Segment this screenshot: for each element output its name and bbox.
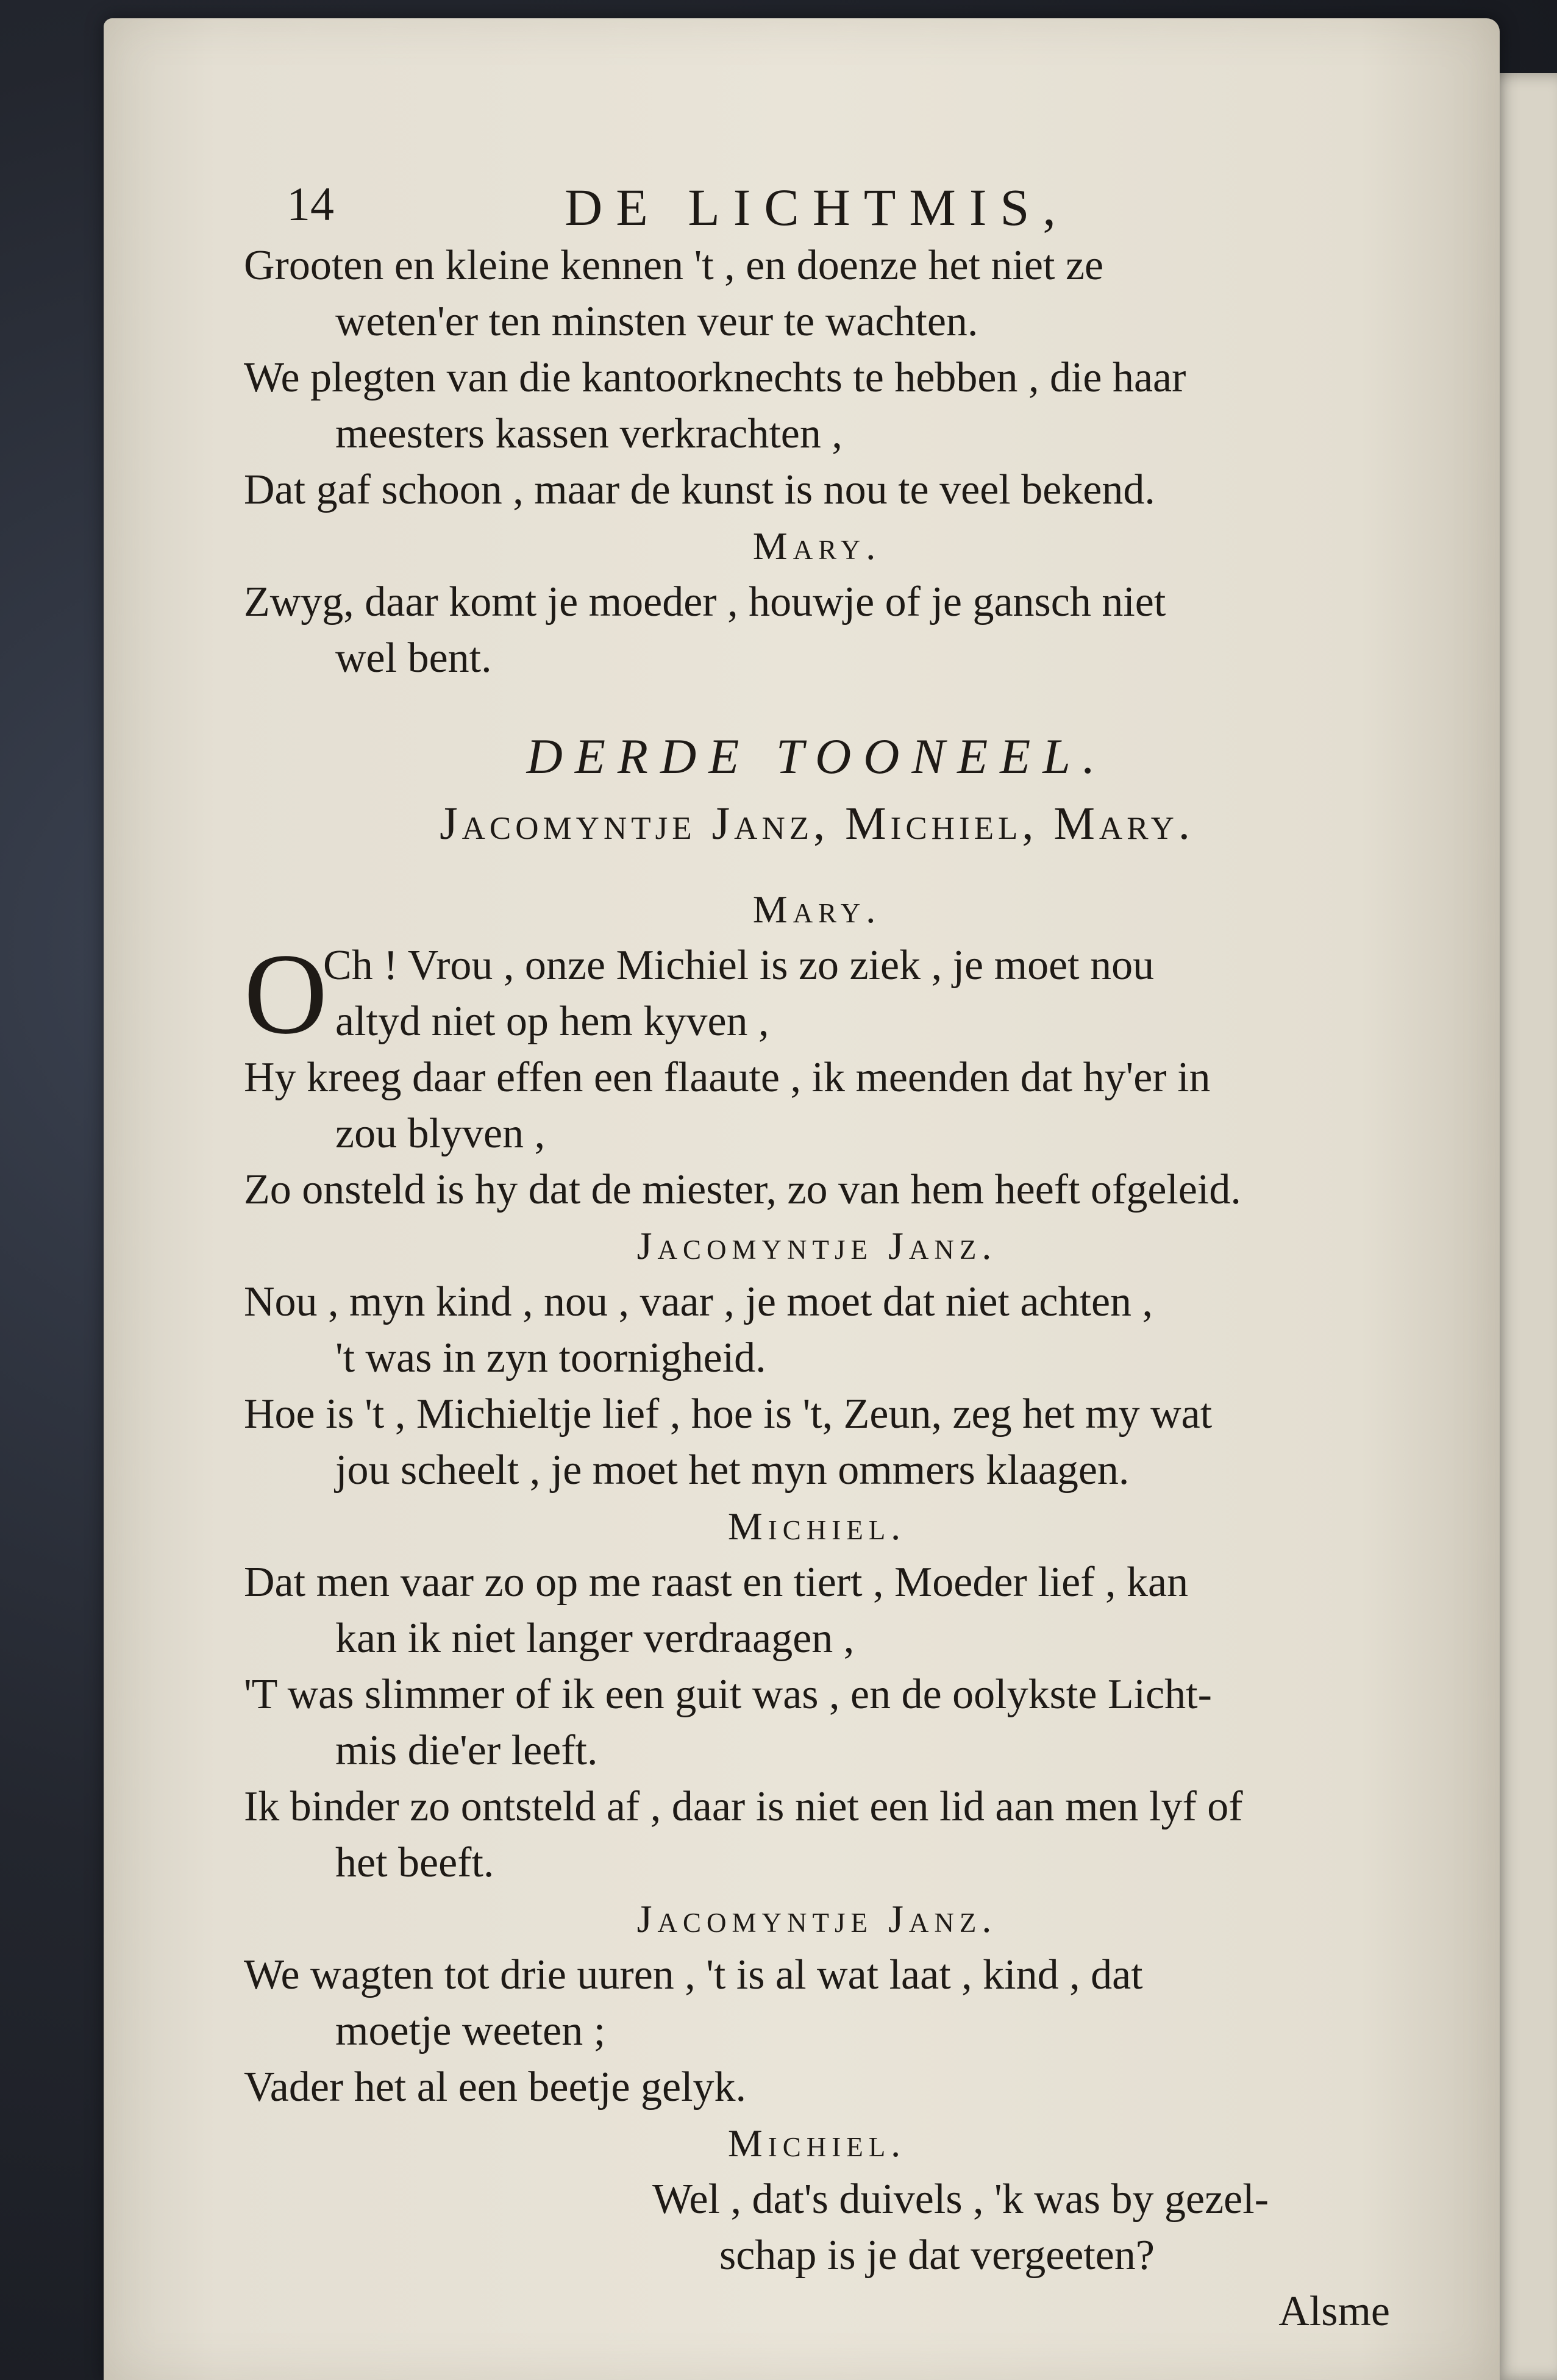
play-text	[244, 238, 1390, 2340]
text-line: Nou , myn kind , nou , vaar , je moet dat niet achten ,	[244, 1278, 1153, 1325]
text-line: Dat gaf schoon , maar de kunst is nou te veel bekend.	[244, 466, 1155, 513]
scene-title: DERDE TOONEEL.	[526, 729, 1108, 784]
speaker-name: Mary.	[752, 888, 882, 931]
text-line: Zwyg, daar komt je moeder , houwje of je gansch niet	[244, 579, 1166, 625]
speaker-name: Michiel.	[727, 2122, 907, 2165]
text-line: Wel , dat's duivels , 'k was by gezel-	[652, 2176, 1269, 2223]
text-line: Hy kreeg daar effen een flaaute , ik meenden dat hy'er in	[244, 1054, 1211, 1101]
opening-paragraph	[244, 930, 1390, 1058]
catchword: Alsme	[1278, 2288, 1390, 2335]
speaker-name: Michiel.	[727, 1505, 907, 1548]
text-line: meesters kassen verkrachten ,	[335, 410, 843, 457]
text-line: Vader het al een beetje gelyk.	[244, 2064, 747, 2111]
page-number: 14	[287, 177, 334, 230]
speaker-name: Jacomyntje Janz.	[636, 1897, 997, 1940]
text-line: weten'er ten minsten veur te wachten.	[335, 298, 978, 345]
running-title: DE LICHTMIS,	[565, 178, 1069, 237]
text-line: We plegten van die kantoorknechts te hebben , die haar	[244, 354, 1186, 401]
text-line: jou scheelt , je moet het myn ommers klaagen.	[335, 1447, 1130, 1494]
drop-cap: O	[244, 930, 328, 1058]
text-line: kan ik niet langer verdraagen ,	[335, 1615, 855, 1662]
speaker-name: Jacomyntje Janz.	[636, 1224, 997, 1267]
book-page	[104, 18, 1500, 2380]
text-line: mis die'er leeft.	[335, 1727, 598, 1774]
text-line: Zo onsteld is hy dat de miester, zo van hem heeft ofgeleid.	[244, 1166, 1241, 1213]
text-line: het beeft.	[335, 1839, 494, 1886]
text-line: Grooten en kleine kennen 't , en doenze het niet ze	[244, 242, 1104, 289]
text-line: Hoe is 't , Michieltje lief , hoe is 't, Zeun, zeg het my wat	[244, 1391, 1213, 1438]
text-line: zou blyven ,	[335, 1110, 546, 1157]
running-head	[287, 177, 1347, 244]
text-line: 't was in zyn toornigheid.	[335, 1334, 766, 1381]
dramatis-personae: Jacomyntje Janz, Michiel, Mary.	[440, 798, 1194, 849]
speaker-name: Mary.	[752, 524, 882, 568]
text-line: We wagten tot drie uuren , 't is al wat laat , kind , dat	[244, 1951, 1143, 1998]
text-line: Dat men vaar zo op me raast en tiert , Moeder lief , kan	[244, 1559, 1189, 1606]
text-line: schap is je dat vergeeten?	[719, 2232, 1155, 2279]
text-line: moetje weeten ;	[335, 2008, 606, 2054]
text-line: 'T was slimmer of ik een guit was , en de oolykste Licht-	[244, 1671, 1212, 1718]
text-line: Ch ! Vrou , onze Michiel is zo ziek , je moet nou	[323, 942, 1155, 989]
text-line: wel bent.	[335, 635, 492, 682]
text-line: altyd niet op hem kyven ,	[335, 998, 769, 1045]
text-line: Ik binder zo ontsteld af , daar is niet een lid aan men lyf of	[244, 1783, 1243, 1830]
